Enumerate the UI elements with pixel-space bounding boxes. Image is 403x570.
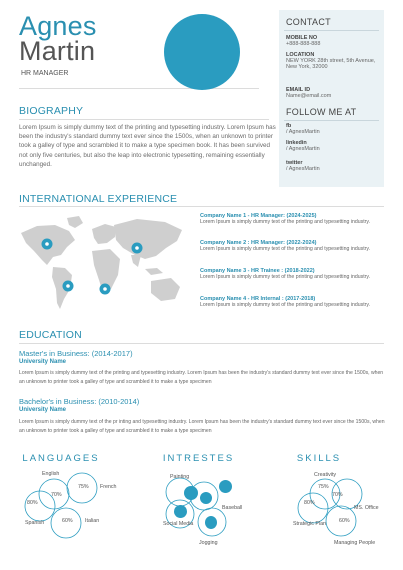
biography-divider: [19, 119, 269, 120]
language-percent: 75%: [78, 484, 89, 490]
linkedin-label: linkedin: [286, 140, 307, 146]
degree-title: Master's in Business: (2014-2017): [19, 349, 133, 358]
job-title-line: Company Name 4 - HR Internal : (2017-2018): [200, 296, 316, 302]
email-label: EMAIL ID: [286, 87, 311, 93]
language-percent: 60%: [62, 518, 73, 524]
education-title: EDUCATION: [19, 329, 82, 341]
mobile-label: MOBILE NO: [286, 35, 318, 41]
skill-percent: 80%: [304, 500, 315, 506]
biography-text: Lorem Ipsum is simply dummy text of the printing and typesetting industry. Lorem Ipsum has been the industry's standard dummy text ever since the 1500s, when an unknown to printer took a galley of type and scrambled it to make a type specimen book. It has been survived not only five centuries, but also the leap into electronic typesetting, remaining essentially unchanged.: [19, 124, 276, 168]
profile-photo: [164, 14, 240, 90]
location-label: LOCATION: [286, 52, 315, 58]
job-title-line: Company Name 3 - HR Trainee : (2018-2022): [200, 268, 315, 274]
job-item: [200, 213, 400, 226]
baseball-icon: [219, 480, 232, 493]
email-value[interactable]: Name@email.com: [286, 93, 332, 99]
location-value: NEW YORK 28th street, 5th Avenue, New York, 32000: [286, 58, 376, 71]
interest-label: Baseball: [222, 505, 243, 511]
world-map: [17, 213, 192, 315]
skills-title: SKILLS: [296, 453, 342, 464]
language-name: Spanish: [25, 520, 45, 526]
skill-percent: 75%: [318, 484, 329, 490]
social-media-icon: [174, 505, 187, 518]
interest-label: Painting: [170, 474, 190, 480]
skill-name: Strategic Plan: [293, 521, 326, 527]
languages-venn: [14, 466, 126, 546]
follow-title: FOLLOW ME AT: [286, 107, 357, 117]
job-title-line: Company Name 2 : HR Manager: (2022-2024): [200, 240, 317, 246]
linkedin-link[interactable]: / AgnesMartin: [286, 146, 320, 152]
interest-label: Social Media: [163, 521, 194, 527]
follow-divider: [284, 120, 379, 121]
mobile-value: +888-888-888: [286, 41, 321, 47]
header-divider: [19, 88, 259, 89]
skill-name: MS. Office: [354, 505, 379, 511]
interests-title: INTRESTES: [162, 453, 235, 464]
interest-label: Jogging: [199, 540, 218, 546]
degree-title: Bachelor's in Business: (2010-2014): [19, 397, 140, 406]
first-name: Agnes: [19, 11, 97, 41]
language-percent: 70%: [51, 492, 62, 498]
languages-title: LANGUAGES: [22, 453, 100, 464]
language-name: French: [100, 484, 117, 490]
education-text: Lorem Ipsum is simply dummy text of the printing and typesetting industry. Lorem Ipsum has been the industry's standard dummy text ever since the 1500s, when an unknown to printer took a galley of type and scrambled it to make a type specimen: [19, 370, 384, 385]
job-item: [200, 296, 400, 309]
job-item: [200, 240, 400, 253]
university-name: University Name: [19, 407, 67, 413]
university-name: University Name: [19, 359, 67, 365]
job-title: HR MANAGER: [21, 70, 69, 77]
last-name: Martin: [19, 36, 96, 66]
skill-name: Creativity: [314, 472, 337, 478]
painting-icon: [184, 486, 198, 500]
contact-divider: [284, 30, 379, 31]
biography-title: BIOGRAPHY: [19, 105, 84, 117]
experience-divider: [19, 206, 384, 207]
twitter-label: twitter: [286, 160, 303, 166]
skills-venn: [287, 466, 399, 550]
job-description: Lorem Ipsum is simply dummy text of the printing and typesetting industry.: [200, 302, 371, 308]
twitter-link[interactable]: / AgnesMartin: [286, 166, 320, 172]
fb-label: fb: [286, 123, 292, 129]
language-name: English: [42, 471, 60, 477]
contact-panel: [279, 10, 384, 187]
job-description: Lorem Ipsum is simply dummy text of the printing and typesetting industry.: [200, 219, 371, 225]
job-description: Lorem Ipsum is simply dummy text of the printing and typesetting industry.: [200, 274, 371, 280]
skill-percent: 70%: [332, 492, 343, 498]
fb-link[interactable]: / AgnesMartin: [286, 129, 320, 135]
education-text: Lorem Ipsum is simply dummy text of the pr inting and typesetting industry. Lorem Ipsum has been the industry's standard dummy text ever since the 1500s, when an unknown to printer took a galley of type and scrambled it to make a type specimen: [19, 419, 385, 434]
job-item: [200, 268, 400, 281]
education-divider: [19, 343, 384, 344]
job-title-line: Company Name 1 - HR Manager: (2024-2025): [200, 213, 317, 219]
skill-name: Managing People: [334, 540, 376, 546]
palette-icon: [200, 492, 212, 504]
contact-title: CONTACT: [286, 17, 331, 27]
experience-title: INTERNATIONAL EXPERIENCE: [19, 193, 178, 205]
jogging-icon: [205, 516, 217, 529]
job-description: Lorem Ipsum is simply dummy text of the printing and typesetting industry.: [200, 246, 371, 252]
language-percent: 80%: [27, 500, 38, 506]
skill-percent: 60%: [339, 518, 350, 524]
language-name: Italian: [85, 518, 100, 524]
